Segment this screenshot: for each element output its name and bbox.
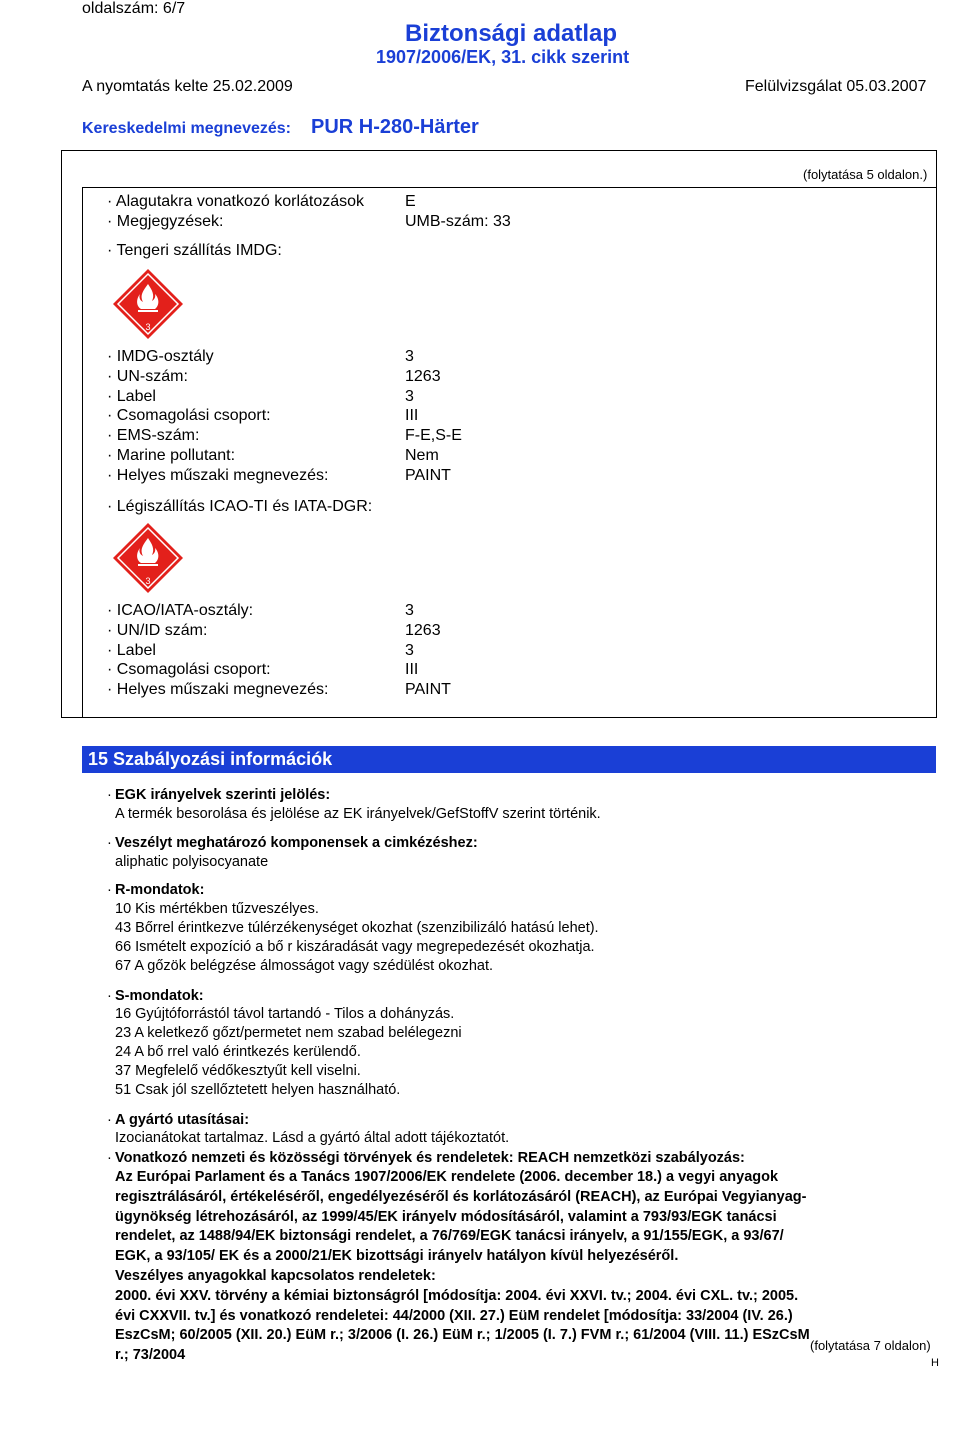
regulation-line: 2000. évi XXV. törvény a kémiai biztonságról [módosítja: 2004. évi XXVI. tv.; 2004. évi CXL. tv.; 2005. xyxy=(115,1287,799,1304)
transport-row-label: · UN/ID szám: xyxy=(107,621,208,639)
s-phrase: 37 Megfelelő védőkesztyűt kell viselni. xyxy=(115,1063,361,1079)
r-phrase: 10 Kis mértékben tűzveszélyes. xyxy=(115,901,319,917)
flammable-diamond-icon xyxy=(112,268,184,340)
transport-row-value: PAINT xyxy=(405,466,451,484)
regulation-line: regisztrálásáról, értékeléséről, engedélyezéséről és korlátozásáról (REACH), az Európai Vegyianyag- xyxy=(115,1188,807,1205)
regulation-line: Veszélyes anyagokkal kapcsolatos rendeletek: xyxy=(115,1268,436,1284)
regulation-line: EszCsM; 60/2005 (XII. 20.) EüM r.; 3/2006 (I. 26.) EüM r.; 1/2005 (I. 7.) FVM r.; 61/2004 (VIII. 11.) ESzCsM xyxy=(115,1327,810,1344)
r-phrase: 66 Ismételt expozíció a bő r kiszáradását vagy megrepedezését okozhatja. xyxy=(115,939,595,955)
transport-row-label: · EMS-szám: xyxy=(107,427,200,445)
flammable-diamond-icon xyxy=(112,522,184,594)
hazard-components-label: Veszélyt meghatározó komponensek a cimkézéshez: xyxy=(115,835,478,851)
regulation-line: Az Európai Parlament és a Tanács 1907/2006/EK rendelete (2006. december 18.) a vegyi anyagok xyxy=(115,1169,779,1185)
transport-row-label: · ICAO/IATA-osztály: xyxy=(107,602,254,619)
transport-row-label: · Csomagolási csoport: xyxy=(107,407,271,425)
transport-row-label: · Csomagolási csoport: xyxy=(107,661,271,679)
transport-row-value: 3 xyxy=(405,641,414,659)
regulation-line: évi CXXVII. tv.] és vonatkozó rendeletei: 44/2000 (XII. 27.) EüM rendelet [módosítja: 33/2004 (IV. 26.) xyxy=(115,1307,793,1324)
transport-row-label: · Helyes műszaki megnevezés: xyxy=(107,681,329,699)
transport-row-label: · IMDG-osztály xyxy=(107,348,214,365)
transport-row-value: III xyxy=(405,661,419,679)
s-phrase: 51 Csak jól szellőztetett helyen használható. xyxy=(115,1082,401,1098)
pictogram-class-number: 3 xyxy=(145,322,151,332)
print-date: A nyomtatás kelte 25.02.2009 xyxy=(82,78,293,95)
egk-text: A termék besorolása és jelölése az EK irányelvek/GefStoffV szerint történik. xyxy=(115,806,601,822)
transport-row-label: · Label xyxy=(107,387,156,405)
egk-label: EGK irányelvek szerinti jelölés: xyxy=(115,787,331,803)
trade-name: PUR H-280-Härter xyxy=(311,116,479,138)
document-subtitle: 1907/2006/EK, 31. cikk szerint xyxy=(376,47,630,67)
continued-to: (folytatása 7 oldalon) xyxy=(810,1338,931,1353)
transport-row-value: 1263 xyxy=(405,621,441,639)
regulation-line: ügynökség létrehozásáról, az 1999/45/EK irányelv módosításáról, valamint a 793/93/EGK tanácsi xyxy=(115,1208,777,1225)
tunnel-value: E xyxy=(405,193,416,210)
trade-name-label: Kereskedelmi megnevezés: xyxy=(82,120,291,137)
transport-row-label: · Helyes műszaki megnevezés: xyxy=(107,466,329,484)
transport-row-value: III xyxy=(405,407,419,425)
document-title: Biztonsági adatlap xyxy=(405,20,618,47)
footer-mark: H xyxy=(931,1357,939,1369)
transport-row-value: 1263 xyxy=(405,367,441,385)
pictogram-class-number: 3 xyxy=(145,576,151,586)
manufacturer-text: Izocianátokat tartalmaz. Lásd a gyártó által adott tájékoztatót. xyxy=(115,1130,510,1146)
transport-row-value: 3 xyxy=(405,387,414,405)
transport-row-label: · Marine pollutant: xyxy=(107,447,236,464)
continued-from: (folytatása 5 oldalon.) xyxy=(803,167,928,182)
remarks-value: UMB-szám: 33 xyxy=(405,213,511,230)
r-phrase: 43 Bőrrel érintkezve túlérzékenységet okozhat (szenzibilizáló hatású lehet). xyxy=(115,920,599,936)
transport-row-value: 3 xyxy=(405,348,414,365)
page-number: oldalszám: 6/7 xyxy=(82,0,186,17)
r-phrases-label: R-mondatok: xyxy=(115,882,205,898)
revision-date: Felülvizsgálat 05.03.2007 xyxy=(745,78,927,95)
tunnel-label: · Alagutakra vonatkozó korlátozások xyxy=(107,193,365,210)
transport-row-label: · Label xyxy=(107,641,156,659)
transport-row-value: Nem xyxy=(405,447,439,464)
section15-title: 15 Szabályozási információk xyxy=(82,746,936,773)
r-phrase: 67 A gőzök belégzése álmosságot vagy szédülést okozhat. xyxy=(115,958,494,974)
s-phrases-label: S-mondatok: xyxy=(115,988,204,1004)
transport-row-label: · UN-szám: xyxy=(107,367,188,385)
remarks-label: · Megjegyzések: xyxy=(107,213,224,230)
s-phrase: 23 A keletkező gőzt/permetet nem szabad belélegezni xyxy=(115,1025,462,1041)
transport-row-value: 3 xyxy=(405,602,414,619)
transport-row-value: F-E,S-E xyxy=(405,427,462,445)
s-phrase: 24 A bő rrel való érintkezés kerülendő. xyxy=(115,1044,361,1060)
regulation-line: r.; 73/2004 xyxy=(115,1347,186,1364)
hazard-components-text: aliphatic polyisocyanate xyxy=(115,854,269,870)
regulation-line: EGK, a 93/105/ EK és a 2000/21/EK bizottsági irányelv hatályon kívül helyezéséről. xyxy=(115,1248,679,1265)
regulation-line: rendelet, az 1488/94/EK biztonsági rendelet, a 76/769/EGK tanácsi irányelv, a 91/155/EGK, a 93/67/ xyxy=(115,1228,784,1245)
manufacturer-label: A gyártó utasításai: xyxy=(115,1112,250,1128)
transport-row-value: PAINT xyxy=(405,681,451,699)
national-regulations-label: Vonatkozó nemzeti és közösségi törvények és rendeletek: REACH nemzetközi szabályozás: xyxy=(115,1150,745,1166)
s-phrase: 16 Gyújtóforrástól távol tartandó - Tilos a dohányzás. xyxy=(115,1006,455,1022)
